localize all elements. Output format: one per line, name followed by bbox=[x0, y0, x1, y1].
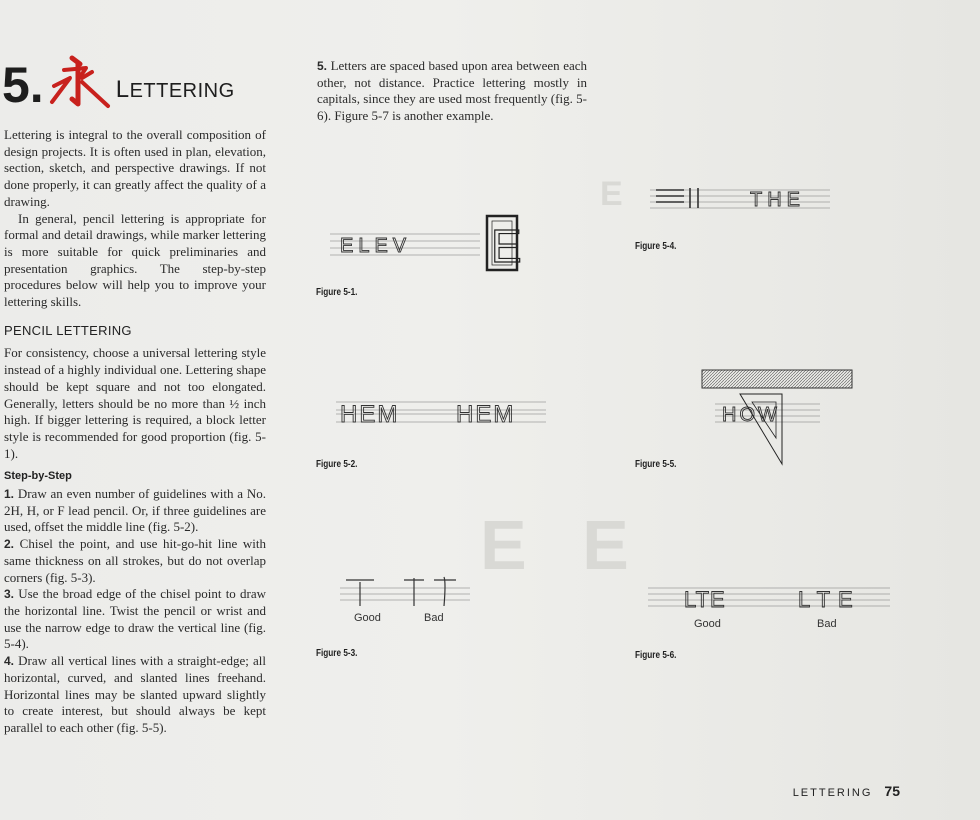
section-paragraph: For consistency, choose a universal lettering style instead of a highly individual one. Lettering shape should be kept square and not too elongated. Generally, letters should be no more than ½ inch high. If bigger lettering is required, a block letter style is recommended for good proportion (fig. 5-1). bbox=[4, 345, 266, 461]
figure-5-3-good-label: Good bbox=[354, 612, 381, 624]
step-text: Chisel the point, and use hit-go-hit line with same thickness on all strokes, but do not overlap corners (fig. 5-3). bbox=[4, 536, 267, 585]
figure-5-2-sample-a: HEM bbox=[340, 401, 400, 428]
right-column-text bbox=[317, 58, 587, 125]
step-number: 4. bbox=[4, 654, 15, 669]
figure-5-2-sample-b: HEM bbox=[456, 401, 516, 428]
intro-paragraph: Lettering is integral to the overall composition of design projects. It is often used in plan, elevation, section, sketch, and perspective drawings. If not done properly, it can greatly affect the quality of a drawing. bbox=[4, 127, 266, 209]
chinese-character-icon bbox=[42, 52, 112, 110]
step-item bbox=[4, 586, 266, 653]
figure-5-6-bad-label: Bad bbox=[817, 618, 837, 630]
figure-5-3-label: Figure 5-3. bbox=[316, 648, 358, 659]
show-through-text: E E bbox=[480, 506, 647, 584]
figure-5-5-label: Figure 5-5. bbox=[635, 459, 677, 470]
figure-5-3-drawing bbox=[340, 574, 480, 610]
figure-5-6-good-label: Good bbox=[694, 618, 721, 630]
figure-5-1-drawing bbox=[330, 212, 550, 274]
page-footer bbox=[793, 783, 900, 799]
figure-5-1-big-letter: E bbox=[491, 220, 522, 272]
chapter-header bbox=[2, 50, 235, 113]
figure-5-6-sample-good: LTE bbox=[684, 587, 726, 612]
step-item bbox=[4, 486, 266, 536]
step-item bbox=[4, 653, 266, 737]
figure-5-5-sample: HOW bbox=[722, 404, 780, 426]
figure-5-4-drawing bbox=[650, 182, 850, 212]
figure-5-2-label: Figure 5-2. bbox=[316, 459, 358, 470]
step-number: 2. bbox=[4, 537, 15, 552]
chapter-number: 5. bbox=[2, 57, 44, 113]
figure-5-1-sample: ELEV bbox=[340, 235, 412, 257]
step-text: Letters are spaced based upon area between each other, not distance. Practice lettering mostly in capitals, since they are used most frequently (fig. 5-6). Figure 5-7 is another example. bbox=[317, 58, 587, 124]
figure-5-4-label: Figure 5-4. bbox=[635, 241, 677, 252]
steps-heading: Step-by-Step bbox=[4, 470, 72, 483]
figure-5-4-sample: THE bbox=[750, 189, 805, 211]
figure-5-5-drawing bbox=[700, 368, 870, 468]
left-column bbox=[4, 127, 266, 737]
step-item bbox=[4, 536, 266, 586]
page-number: 75 bbox=[884, 783, 900, 799]
figure-5-6-sample-bad: LTE bbox=[798, 587, 861, 612]
step-text: Draw an even number of guidelines with a No. 2H, H, or F lead pencil. Or, if three guidelines are used, offset the middle line (fig. 5-2). bbox=[4, 486, 266, 535]
figure-5-2-drawing bbox=[336, 394, 566, 428]
figure-5-6-label: Figure 5-6. bbox=[635, 650, 677, 661]
figure-5-3-bad-label: Bad bbox=[424, 612, 444, 624]
section-heading: PENCIL LETTERING bbox=[4, 322, 132, 338]
figure-5-1-label: Figure 5-1. bbox=[316, 287, 358, 298]
step-text: Use the broad edge of the chisel point to draw the horizontal line. Twist the pencil or wrist and use the narrow edge to draw the vertical line (fig. 5-4). bbox=[4, 586, 266, 652]
chapter-title: LETTERING bbox=[115, 76, 235, 103]
intro-paragraph: In general, pencil lettering is appropriate for formal and detail drawings, while marker lettering is more suitable for quick preliminaries and presentation graphics. The step-by-step procedures below will help you to improve your lettering skills. bbox=[4, 210, 266, 310]
step-number: 5. bbox=[317, 59, 328, 73]
show-through-text: E bbox=[600, 175, 641, 213]
running-title: LETTERING bbox=[792, 787, 873, 799]
step-number: 3. bbox=[4, 587, 15, 602]
step-text: Draw all vertical lines with a straight-edge; all horizontal, curved, and slanted lines freehand. Horizontal lines may be slanted upward slightly to create interest, but should always be kept parallel to each other (fig. 5-5). bbox=[4, 653, 266, 735]
step-number: 1. bbox=[4, 487, 15, 502]
figure-5-6-drawing bbox=[648, 580, 898, 612]
